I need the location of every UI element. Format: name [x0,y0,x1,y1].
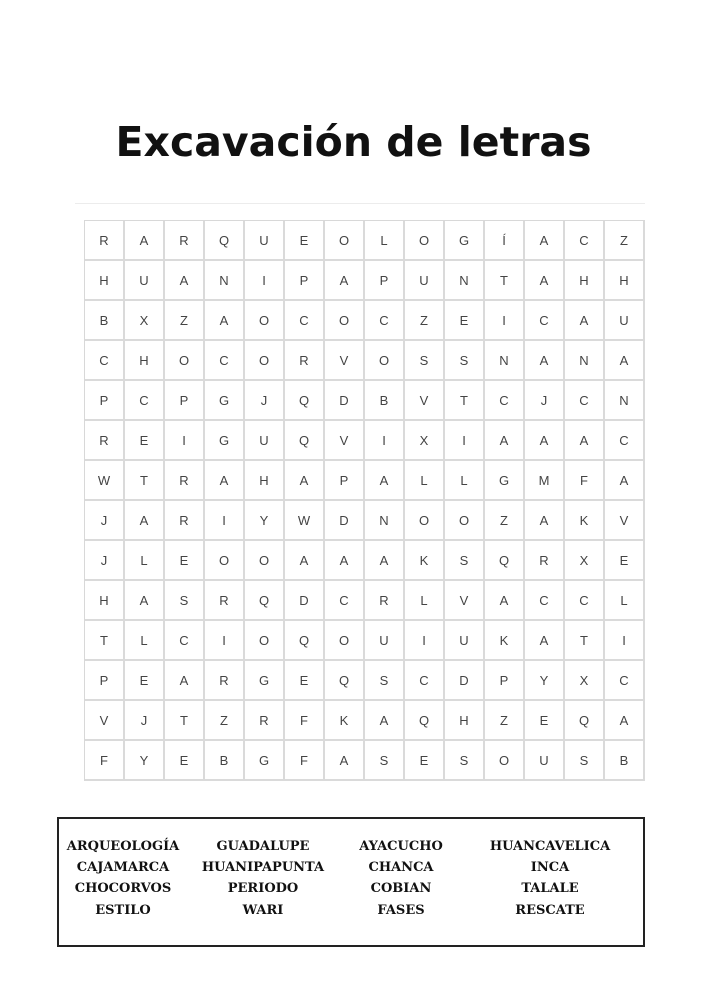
grid-cell[interactable]: T [485,261,525,301]
grid-cell[interactable]: N [205,261,245,301]
word-list-item: WARI [242,903,284,918]
grid-cell[interactable]: R [245,701,285,741]
grid-cell[interactable]: V [605,501,645,541]
grid-cell[interactable]: K [485,621,525,661]
grid-cell[interactable]: P [485,661,525,701]
grid-cell[interactable]: E [525,701,565,741]
grid-cell[interactable]: H [85,581,125,621]
word-list-item: INCA [530,860,570,875]
grid-cell[interactable]: S [405,341,445,381]
grid-cell[interactable]: O [365,341,405,381]
grid-cell[interactable]: A [205,301,245,341]
grid-cell[interactable]: T [165,701,205,741]
grid-cell[interactable]: A [125,221,165,261]
word-list-item: COBIAN [370,881,432,896]
grid-cell[interactable]: S [565,741,605,781]
grid-cell[interactable]: D [325,501,365,541]
grid-cell[interactable]: C [365,301,405,341]
grid-cell[interactable]: H [565,261,605,301]
grid-cell[interactable]: Q [285,381,325,421]
grid-cell[interactable]: O [325,221,365,261]
grid-cell[interactable]: C [565,581,605,621]
grid-cell[interactable]: N [445,261,485,301]
grid-cell[interactable]: J [245,381,285,421]
grid-cell[interactable]: A [125,581,165,621]
grid-cell[interactable]: A [605,461,645,501]
grid-cell[interactable]: B [605,741,645,781]
word-list-item: CAJAMARCA [76,860,170,875]
grid-cell[interactable]: A [285,461,325,501]
grid-cell[interactable]: G [205,381,245,421]
grid-cell[interactable]: I [605,621,645,661]
grid-cell[interactable]: C [165,621,205,661]
grid-cell[interactable]: A [205,461,245,501]
grid-cell[interactable]: O [325,301,365,341]
grid-cell[interactable]: A [165,661,205,701]
grid-cell[interactable]: O [205,541,245,581]
grid-cell[interactable]: P [85,381,125,421]
grid-cell[interactable]: Q [245,581,285,621]
grid-cell[interactable]: O [245,621,285,661]
grid-cell[interactable]: K [405,541,445,581]
grid-cell[interactable]: E [285,661,325,701]
grid-cell[interactable]: E [165,541,205,581]
word-list-item: AYACUCHO [359,839,443,854]
grid-cell[interactable]: A [365,461,405,501]
grid-cell[interactable]: Q [285,421,325,461]
grid-cell[interactable]: O [445,501,485,541]
grid-cell[interactable]: C [605,661,645,701]
grid-cell[interactable]: S [365,741,405,781]
grid-cell[interactable]: C [525,581,565,621]
grid-cell[interactable]: R [285,341,325,381]
word-list-item: TALALE [521,881,579,896]
grid-cell[interactable]: T [565,621,605,661]
grid-cell[interactable]: R [85,221,125,261]
grid-cell[interactable]: T [85,621,125,661]
grid-cell[interactable]: S [445,741,485,781]
grid-cell[interactable]: I [165,421,205,461]
grid-cell[interactable]: O [405,221,445,261]
grid-cell[interactable]: P [285,261,325,301]
grid-cell[interactable]: D [445,661,485,701]
grid-cell[interactable]: P [365,261,405,301]
grid-cell[interactable]: D [285,581,325,621]
grid-cell[interactable]: G [245,661,285,701]
grid-cell[interactable]: I [245,261,285,301]
grid-cell[interactable]: H [605,261,645,301]
grid-cell[interactable]: V [85,701,125,741]
grid-cell[interactable]: N [605,381,645,421]
grid-cell[interactable]: P [325,461,365,501]
grid-cell[interactable]: V [325,341,365,381]
grid-cell[interactable]: B [85,301,125,341]
grid-cell[interactable]: O [405,501,445,541]
grid-cell[interactable]: J [525,381,565,421]
grid-cell[interactable]: Z [405,301,445,341]
grid-cell[interactable]: U [405,261,445,301]
top-divider [75,203,645,204]
grid-cell[interactable]: E [445,301,485,341]
grid-cell[interactable]: A [485,421,525,461]
grid-cell[interactable]: L [405,461,445,501]
grid-cell[interactable]: U [525,741,565,781]
grid-cell[interactable]: E [285,221,325,261]
grid-cell[interactable]: Z [605,221,645,261]
grid-cell[interactable]: C [285,301,325,341]
grid-cell[interactable]: C [205,341,245,381]
grid-cell[interactable]: F [85,741,125,781]
grid-cell[interactable]: C [605,421,645,461]
grid-cell[interactable]: H [245,461,285,501]
grid-cell[interactable]: A [525,221,565,261]
grid-cell[interactable]: N [365,501,405,541]
grid-cell[interactable]: O [165,341,205,381]
grid-cell[interactable]: P [85,661,125,701]
grid-cell[interactable]: J [85,501,125,541]
word-list-item: PERIODO [227,881,299,896]
grid-cell[interactable]: S [365,661,405,701]
grid-cell[interactable]: Z [165,301,205,341]
grid-cell[interactable]: X [565,541,605,581]
grid-cell[interactable]: J [85,541,125,581]
grid-cell[interactable]: A [325,741,365,781]
grid-cell[interactable]: R [365,581,405,621]
grid-cell[interactable]: L [125,621,165,661]
grid-cell[interactable]: Z [485,701,525,741]
grid-cell[interactable]: N [485,341,525,381]
grid-cell[interactable]: S [445,541,485,581]
grid-cell[interactable]: F [565,461,605,501]
grid-cell[interactable]: A [525,621,565,661]
grid-cell[interactable]: Q [285,621,325,661]
grid-cell[interactable]: N [565,341,605,381]
grid-cell[interactable]: R [525,541,565,581]
grid-cell[interactable]: O [485,741,525,781]
grid-cell[interactable]: X [405,421,445,461]
grid-cell[interactable]: C [565,221,605,261]
grid-cell[interactable]: T [445,381,485,421]
grid-cell[interactable]: H [85,261,125,301]
grid-cell[interactable]: L [405,581,445,621]
grid-cell[interactable]: O [325,621,365,661]
grid-cell[interactable]: U [605,301,645,341]
grid-cell[interactable]: A [325,541,365,581]
grid-cell[interactable]: B [205,741,245,781]
grid-cell[interactable]: Q [485,541,525,581]
grid-cell[interactable]: R [165,461,205,501]
page-title: Excavación de letras [115,118,592,166]
grid-cell[interactable]: Q [325,661,365,701]
grid-cell[interactable]: R [85,421,125,461]
grid-cell[interactable]: I [405,621,445,661]
word-list-box [57,817,645,947]
grid-cell[interactable]: A [525,501,565,541]
grid-cell[interactable]: C [405,661,445,701]
grid-cell[interactable]: V [325,421,365,461]
grid-cell[interactable]: M [525,461,565,501]
grid-cell[interactable]: X [565,661,605,701]
grid-cell[interactable]: L [445,461,485,501]
grid-cell[interactable]: A [525,421,565,461]
word-list-item: CHOCORVOS [74,881,172,896]
grid-cell[interactable]: E [125,661,165,701]
grid-cell[interactable]: V [405,381,445,421]
grid-cell[interactable]: P [165,381,205,421]
grid-cell[interactable]: B [365,381,405,421]
grid-cell[interactable]: R [205,661,245,701]
grid-cell[interactable]: R [165,501,205,541]
grid-cell[interactable]: A [525,261,565,301]
grid-cell[interactable]: J [125,701,165,741]
grid-cell[interactable]: G [445,221,485,261]
grid-cell[interactable]: U [365,621,405,661]
grid-cell[interactable]: W [85,461,125,501]
grid-cell[interactable]: Z [205,701,245,741]
grid-cell[interactable]: E [605,541,645,581]
grid-cell[interactable]: A [365,701,405,741]
word-list-item: GUADALUPE [216,839,310,854]
grid-cell[interactable]: S [445,341,485,381]
grid-cell[interactable]: W [285,501,325,541]
grid-cell[interactable]: R [205,581,245,621]
grid-cell[interactable]: A [605,341,645,381]
grid-cell[interactable]: I [485,301,525,341]
grid-cell[interactable]: F [285,701,325,741]
grid-cell[interactable]: I [365,421,405,461]
word-list-item: HUANCAVELICA [489,839,611,854]
word-list-item: FASES [377,903,425,918]
word-list-item: CHANCA [368,860,434,875]
grid-cell[interactable]: G [205,421,245,461]
grid-cell[interactable]: Y [245,501,285,541]
grid-cell[interactable]: A [525,341,565,381]
grid-cell[interactable]: C [525,301,565,341]
grid-cell[interactable]: A [565,421,605,461]
grid-cell[interactable]: C [85,341,125,381]
grid-cell[interactable]: Q [205,221,245,261]
grid-cell[interactable]: K [325,701,365,741]
grid-cell[interactable]: A [605,701,645,741]
grid-cell[interactable]: E [125,421,165,461]
grid-cell[interactable]: G [245,741,285,781]
grid-cell[interactable]: O [245,541,285,581]
grid-cell[interactable]: A [565,301,605,341]
grid-cell[interactable]: C [325,581,365,621]
grid-cell[interactable]: I [205,501,245,541]
grid-cell[interactable]: U [245,421,285,461]
grid-cell[interactable]: Z [485,501,525,541]
grid-cell[interactable]: A [485,581,525,621]
grid-cell[interactable]: H [445,701,485,741]
letter-grid [84,220,645,781]
grid-cell[interactable]: H [125,341,165,381]
grid-cell[interactable]: L [605,581,645,621]
grid-cell[interactable]: Q [565,701,605,741]
grid-cell[interactable]: O [245,341,285,381]
grid-cell[interactable]: V [445,581,485,621]
grid-cell[interactable]: L [365,221,405,261]
grid-cell[interactable]: D [325,381,365,421]
grid-cell[interactable]: G [485,461,525,501]
grid-cell[interactable]: I [445,421,485,461]
word-list-item: ESTILO [95,903,151,918]
grid-cell[interactable]: Í [485,221,525,261]
grid-cell[interactable]: C [565,381,605,421]
grid-cell[interactable]: Y [125,741,165,781]
grid-cell[interactable]: U [125,261,165,301]
grid-cell[interactable]: Q [405,701,445,741]
word-list-item: ARQUEOLOGÍA [66,839,180,854]
grid-cell[interactable]: C [125,381,165,421]
grid-cell[interactable]: A [365,541,405,581]
grid-cell[interactable]: A [165,261,205,301]
grid-cell[interactable]: S [165,581,205,621]
grid-cell[interactable]: T [125,461,165,501]
word-list-item: RESCATE [515,903,585,918]
grid-cell[interactable]: R [165,221,205,261]
grid-cell[interactable]: F [285,741,325,781]
grid-cell[interactable]: Y [525,661,565,701]
grid-cell[interactable]: A [325,261,365,301]
grid-cell[interactable]: U [445,621,485,661]
grid-cell[interactable]: I [205,621,245,661]
grid-cell[interactable]: L [125,541,165,581]
grid-cell[interactable]: A [285,541,325,581]
grid-cell[interactable]: X [125,301,165,341]
grid-cell[interactable]: O [245,301,285,341]
grid-cell[interactable]: A [125,501,165,541]
grid-cell[interactable]: U [245,221,285,261]
grid-cell[interactable]: C [485,381,525,421]
grid-cell[interactable]: E [165,741,205,781]
grid-cell[interactable]: E [405,741,445,781]
grid-cell[interactable]: K [565,501,605,541]
word-list-item: HUANIPAPUNTA [201,860,325,875]
